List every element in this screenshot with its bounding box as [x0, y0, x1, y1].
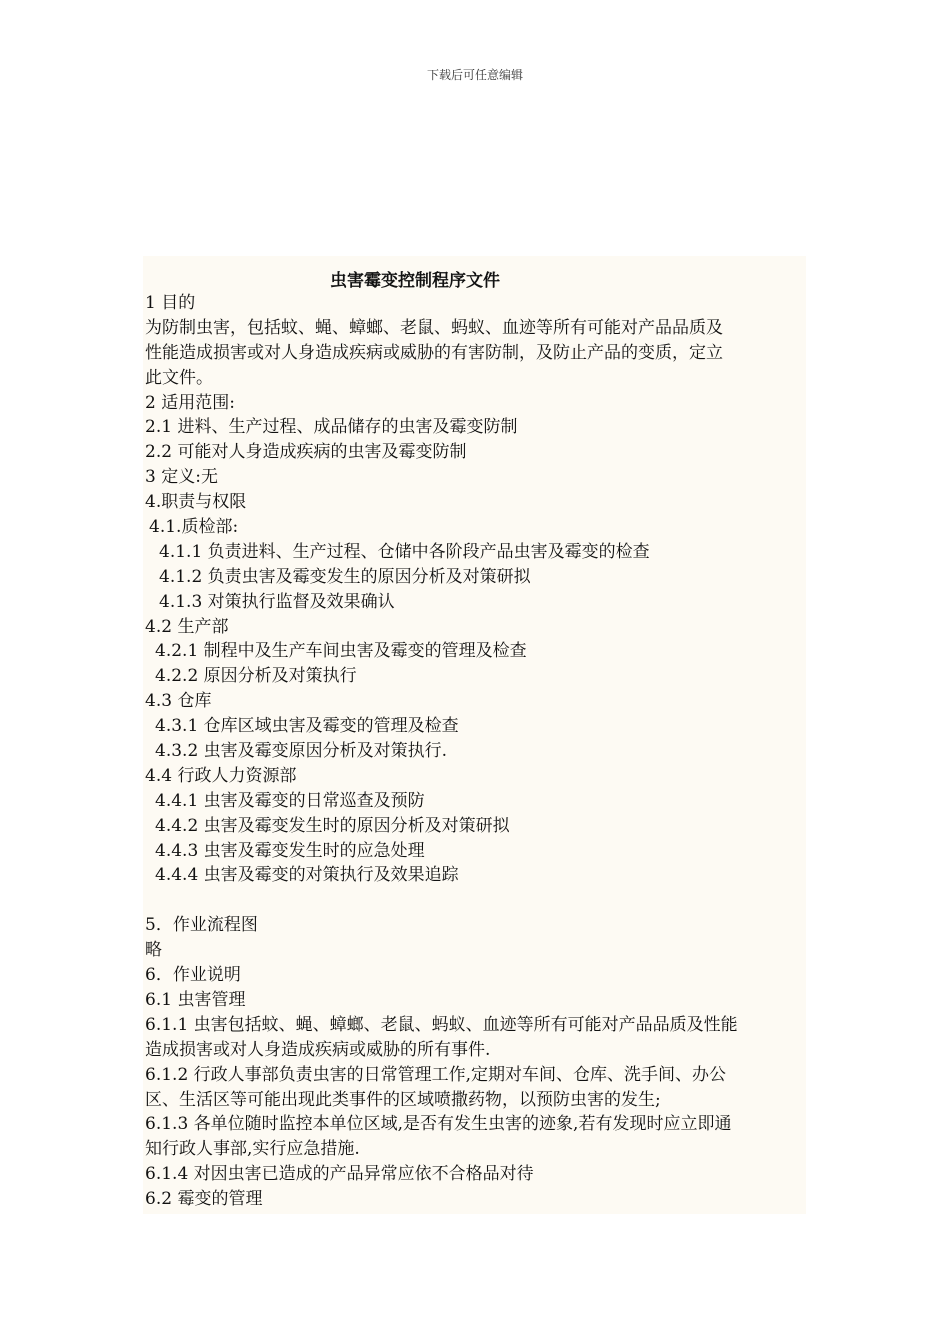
body-line: 4.1.3 对策执行监督及效果确认 [159, 591, 395, 612]
body-line: 4.4.2 虫害及霉变发生时的原因分析及对策研拟 [155, 815, 510, 836]
blank-line [145, 888, 805, 913]
body-line: 2.2 可能对人身造成疾病的虫害及霉变防制 [145, 442, 467, 463]
body-line: 知行政人事部,实行应急措施. [145, 1139, 360, 1160]
body-line: 性能造成损害或对人身造成疾病或威胁的有害防制，及防止产品的变质，定立 [145, 342, 723, 363]
body-line: 4.4.4 虫害及霉变的对策执行及效果追踪 [155, 865, 459, 886]
body-line: 6.1 虫害管理 [145, 989, 246, 1010]
body-line: 4.1.2 负责虫害及霉变发生的原因分析及对策研拟 [159, 566, 531, 587]
body-line: 为防制虫害，包括蚊、蝇、蟑螂、老鼠、蚂蚁、血迹等所有可能对产品品质及 [145, 317, 723, 338]
body-line: 6．作业说明 [145, 965, 241, 986]
body-line: 2 适用范围: [145, 392, 235, 413]
body-line: 4.2.2 原因分析及对策执行 [155, 666, 357, 687]
body-line: 6.1.4 对因虫害已造成的产品异常应依不合格品对待 [145, 1164, 534, 1185]
body-line: 4.3 仓库 [145, 691, 212, 712]
body-line: 4.2.1 制程中及生产车间虫害及霉变的管理及检查 [155, 641, 527, 662]
body-line: 4.4.3 虫害及霉变发生时的应急处理 [155, 840, 425, 861]
body-line: 3 定义:无 [145, 467, 218, 488]
body-line: 4.3.2 虫害及霉变原因分析及对策执行. [155, 741, 448, 762]
body-line: 此文件。 [145, 367, 213, 388]
body-line: 4.4 行政人力资源部 [145, 765, 297, 786]
document-title: 虫害霉变控制程序文件 [330, 271, 500, 291]
body-line: 6.1.1 虫害包括蚊、蝇、蟑螂、老鼠、蚂蚁、血迹等所有可能对产品品质及性能 [145, 1014, 738, 1035]
body-line: 略 [145, 940, 162, 961]
body-line: 4.2 生产部 [145, 616, 229, 637]
body-line: 5．作业流程图 [145, 915, 258, 936]
document-body [145, 291, 805, 1212]
body-line: 造成损害或对人身造成疾病或威胁的所有事件. [145, 1039, 491, 1060]
body-line: 4.4.1 虫害及霉变的日常巡查及预防 [155, 790, 425, 811]
body-line: 6.2 霉变的管理 [145, 1189, 263, 1210]
body-line: 区、生活区等可能出现此类事件的区域喷撒药物，以预防虫害的发生; [145, 1089, 661, 1110]
body-line: 4.职责与权限 [145, 492, 247, 513]
header-note: 下载后可任意编辑 [426, 68, 523, 82]
body-line: 2.1 进料、生产过程、成品储存的虫害及霉变防制 [145, 417, 518, 438]
body-line: 6.1.2 行政人事部负责虫害的日常管理工作,定期对车间、仓库、洗手间、办公 [145, 1064, 727, 1085]
body-line: 4.3.1 仓库区域虫害及霉变的管理及检查 [155, 716, 459, 737]
body-line: 4.1.质检部: [149, 517, 239, 538]
body-line: 1 目的 [145, 293, 196, 313]
body-line: 6.1.3 各单位随时监控本单位区域,是否有发生虫害的迹象,若有发现时应立即通 [145, 1114, 732, 1135]
body-line: 4.1.1 负责进料、生产过程、仓储中各阶段产品虫害及霉变的检查 [159, 541, 650, 562]
